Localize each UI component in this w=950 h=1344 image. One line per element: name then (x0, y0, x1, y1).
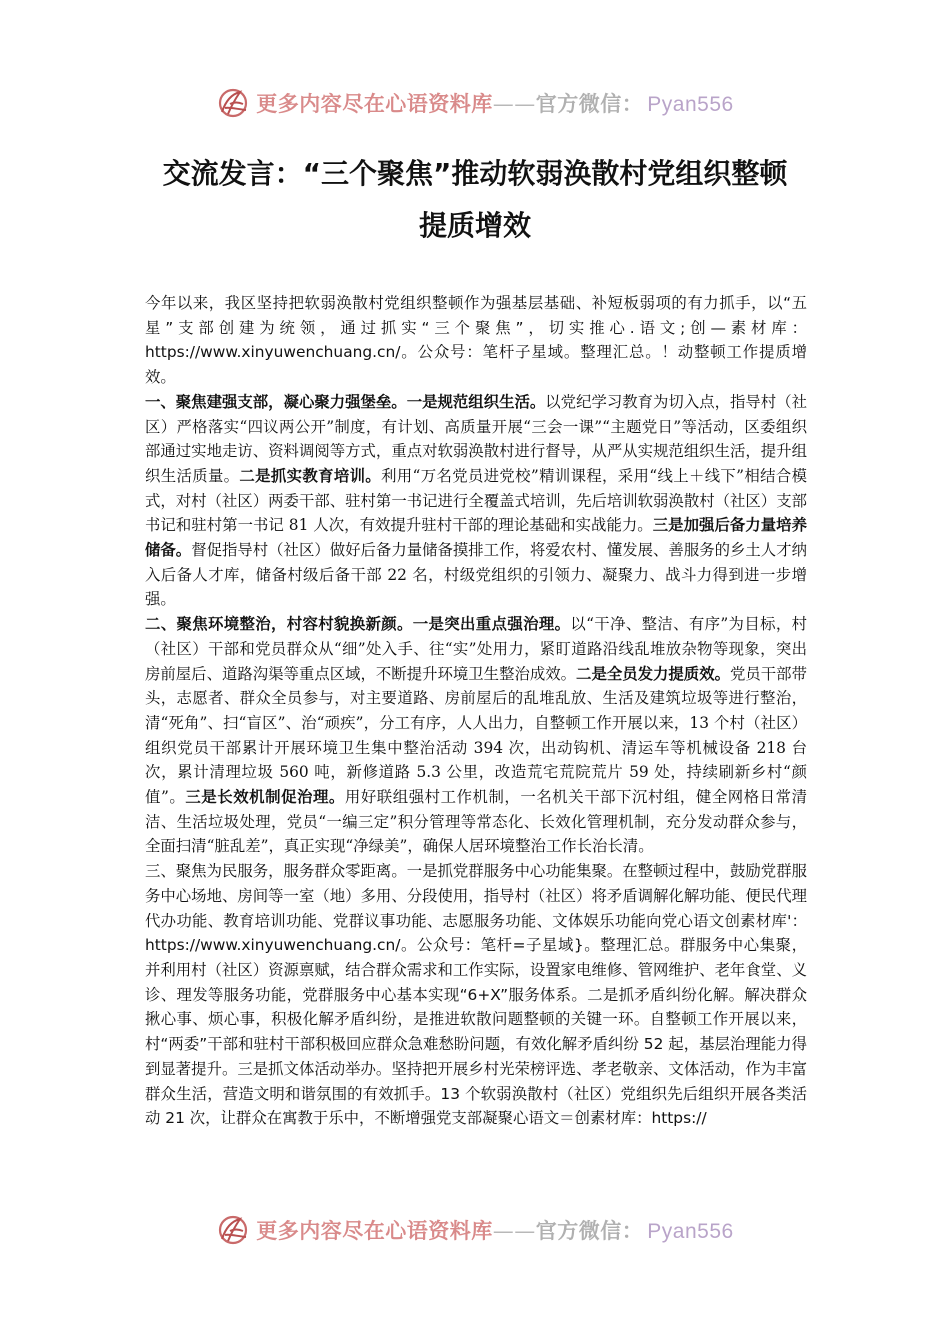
section-2-sub-1: 一是突出重点强治理。 (412, 615, 571, 634)
section-1-text-1: 以党纪学习教育为切入点，指导村（社区）严格落实“四议两公开”制度，有计划、高质量开展“三会一课”“主题党日”等活动，区委组织部通过实地走访、资料调阅等方式，重点对软弱涣散村进行督导，从严从实规范组织生活，提升组织生活质量。 (145, 392, 807, 485)
watermark-id: Pyan556 (647, 1220, 734, 1243)
section-1-text-2: 利用“万名党员进党校”精训课程，采用“线上＋线下”相结合模式，对村（社区）两委干部、驻村第一书记进行全覆盖式培训，先后培训软弱涣散村（社区）支部书记和驻村第一书记 81 人次，有效提升驻村干部的理论基础和实战能力。 (145, 466, 807, 535)
section-2-sub-2: 二是全员发力提质效。 (576, 664, 730, 683)
watermark-dash: —— (492, 1219, 536, 1243)
section-2-paragraph (145, 612, 807, 859)
signature-logo-icon (216, 86, 250, 120)
section-1-sub-3: 三是加强后备力量培养储备。 (145, 516, 807, 560)
section-1-heading: 一、聚焦建强支部，凝心聚力强堡垒。 (145, 392, 407, 411)
section-2-heading: 二、聚焦环境整治，村容村貌换新颜。 (145, 615, 413, 634)
page-title (100, 148, 850, 252)
document-body (145, 291, 807, 1131)
watermark-sub: 官方微信： (535, 92, 644, 116)
watermark-text (256, 88, 733, 118)
watermark-main: 更多内容尽在心语资料库 (256, 1219, 493, 1243)
title-line-2: 提质增效 (418, 209, 531, 242)
watermark-sub: 官方微信： (535, 1219, 644, 1243)
title-line-1: 交流发言：“三个聚焦”推动软弱涣散村党组织整顿 (162, 157, 788, 190)
section-1-text-3: 督促指导村（社区）做好后备力量储备摸排工作，将爱农村、懂发展、善服务的乡土人才纳入后备人才库，储备村级后备干部 22 名，村级党组织的引领力、凝聚力、战斗力得到进一步增强。 (145, 541, 807, 609)
section-2-sub-3: 三是长效机制促治理。 (185, 788, 345, 807)
section-2-text-1: 以“干净、整洁、有序”为目标，村（社区）干部和党员群众从“细”处入手、往“实”处用力，紧盯道路沿线乱堆放杂物等现象，突出房前屋后、道路沟渠等重点区域，不断提升环境卫生整治成效。 (145, 615, 807, 683)
section-2-text-2: 党员干部带头，志愿者、群众全员参与，对主要道路、房前屋后的乱堆乱放、生活及建筑垃圾等进行整治，清“死角”、扫“盲区”、治“顽疾”，分工有序，人人出力，自整顿工作开展以来，13 个村（社区）组织党员干部累计开展环境卫生集中整治活动 394 次，出动钩机、清运车等机械设备 218 台次，累计清理垃圾 560 吨，新修道路 5.3 公里，改造荒宅荒院荒片 59 处，持续刷新乡村“颜值”。 (145, 664, 807, 807)
header-watermark (0, 83, 950, 123)
section-1-sub-2: 二是抓实教育培训。 (239, 466, 382, 485)
watermark-dash: —— (492, 92, 536, 116)
section-1-sub-1: 一是规范组织生活。 (406, 392, 546, 411)
section-2-text-3: 用好联组强村工作机制，一名机关干部下沉村组，健全网格日常清洁、生活垃圾处理，党员“一编三定”积分管理等常态化、长效化管理机制，充分发动群众参与，全面扫清“脏乱差”，真正实现“净绿美”，确保人居环境整治工作长治长清。 (145, 788, 807, 856)
section-3-paragraph: 三、聚焦为民服务，服务群众零距离。一是抓党群服务中心功能集聚。在整顿过程中，鼓励党群服务中心场地、房间等一室（地）多用、分段使用，指导村（社区）将矛盾调解化解功能、便民代理代办功能、教育培训功能、党群议事功能、志愿服务功能、文体娱乐功能向党心语文创素材库'：https://www.xinyuwenchuang.cn/。公众号：笔杆=子星域}。整理汇总。群服务中心集聚，并利用村（社区）资源禀赋，结合群众需求和工作实际，设置家电维修、管网维护、老年食堂、义诊、理发等服务功能，党群服务中心基本实现“6+X”服务体系。二是抓矛盾纠纷化解。解决群众揪心事、烦心事，积极化解矛盾纠纷，是推进软散问题整顿的关键一环。自整顿工作开展以来，村“两委”干部和驻村干部积极回应群众急难愁盼问题，有效化解矛盾纠纷 52 起，基层治理能力得到显著提升。三是抓文体活动举办。坚持把开展乡村光荣榜评选、孝老敬亲、文体活动，作为丰富群众生活，营造文明和谐氛围的有效抓手。13 个软弱涣散村（社区）党组织先后组织开展各类活动 21 次，让群众在寓教于乐中，不断增强党支部凝聚心语文＝创素材库：https:// (145, 862, 807, 1128)
watermark-id: Pyan556 (647, 93, 734, 116)
footer-watermark (0, 1210, 950, 1250)
watermark-main: 更多内容尽在心语资料库 (256, 92, 493, 116)
intro-paragraph: 今年以来，我区坚持把软弱涣散村党组织整顿作为强基层基础、补短板弱项的有力抓手，以“五星”支部创建为统领，通过抓实“三个聚焦”，切实推心.语文;创—素材库：https://www.xinyuwenchuang.cn/。公众号：笔杆子星域。整理汇总。！动整顿工作提质增效。 (145, 294, 807, 387)
watermark-text (256, 1215, 733, 1245)
signature-logo-icon (216, 1213, 250, 1247)
section-1-paragraph (145, 390, 807, 612)
